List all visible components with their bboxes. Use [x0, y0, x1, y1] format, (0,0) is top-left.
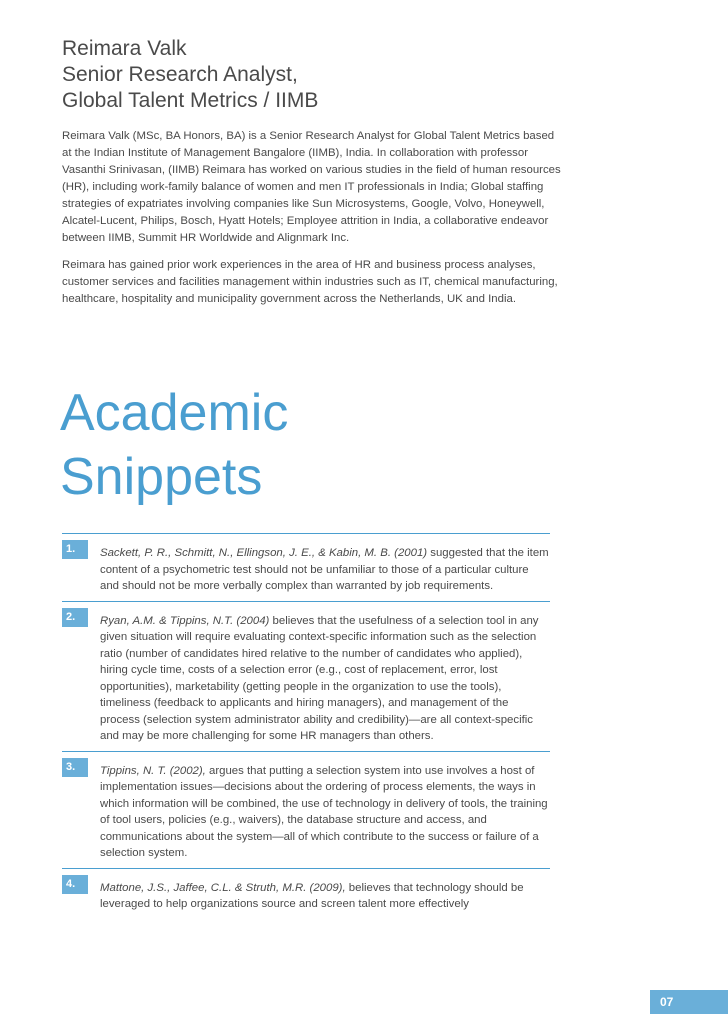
- snippet-item: [62, 601, 550, 751]
- section-title: Snippets: [60, 448, 263, 506]
- snippet-number: 3.: [62, 758, 88, 777]
- snippet-citation: Mattone, J.S., Jaffee, C.L. & Struth, M.R. (2009),: [100, 881, 346, 894]
- snippet-body: suggested that the item content of a psychometric test should not be unfamiliar to those of a particular culture and should not be more verbally complex than warranted by job requirements.: [100, 547, 549, 592]
- snippet-text: [100, 602, 550, 751]
- snippet-body: believes that the usefulness of a selection tool in any given situation will require evaluating context-specific information such as the selection ratio (number of candidates hired relative to the number of candidates who applied), hiring cycle time, costs of a selection error (e.g., cost of replacement, error, lost opportunities), marketability (getting people in the organization to use the tools), timeliness (feedback to applicants and hiring managers), and management of the process (selection system administrator ability and credibility)—are all context-specific and may be more challenging for some HR managers than others.: [100, 614, 539, 742]
- snippet-citation: Tippins, N. T. (2002),: [100, 764, 206, 777]
- author-role: Senior Research Analyst,: [62, 63, 298, 86]
- bio-paragraph: Reimara has gained prior work experiences in the area of HR and business process analyses, customer services and facilities management within industries such as IT, chemical manufacturing, healthcare, hospitality and municipality government across the Netherlands, UK and India.: [62, 259, 558, 305]
- snippet-text: [100, 869, 550, 919]
- bio-paragraph: Reimara Valk (MSc, BA Honors, BA) is a Senior Research Analyst for Global Talent Metrics based at the Indian Institute of Management Bangalore (IIMB), India. In collaboration with professor Vasanthi Srinivasan, (IIMB) Reimara has worked on various studies in the field of human resources (HR), including work-family balance of women and men IT professionals in India; Global staffing strategies of expatriates involving companies like Sun Microsystems, Google, Volvo, Honeywell, Alcatel-Lucent, Philips, Bosch, Hyatt Hotels; Employee attrition in India, a collaborative endeavor between IIMB, Summit HR Worldwide and Alignmark Inc.: [62, 130, 561, 244]
- snippet-item: [62, 533, 550, 601]
- snippet-text: [100, 752, 550, 868]
- section-title: Academic: [60, 384, 289, 442]
- snippet-number: 2.: [62, 608, 88, 627]
- snippet-item: [62, 751, 550, 868]
- snippet-citation: Ryan, A.M. & Tippins, N.T. (2004): [100, 614, 270, 627]
- snippet-item: [62, 868, 550, 919]
- snippet-text: [100, 534, 550, 601]
- snippet-number: 4.: [62, 875, 88, 894]
- snippet-list: [62, 533, 550, 919]
- snippet-body: believes that technology should be leveraged to help organizations source and screen talent more effectively: [100, 881, 524, 910]
- snippet-body: argues that putting a selection system into use involves a host of implementation issues—decisions about the ordering of process elements, the ways in which information will be combined, the use of technology in delivery of tools, the training of tool users, policies (e.g., waivers), the database structure and access, and communications about the system—all of which contribute to the success or failure of a selection system.: [100, 764, 548, 859]
- snippet-citation: Sackett, P. R., Schmitt, N., Ellingson, J. E., & Kabin, M. B. (2001): [100, 547, 428, 559]
- author-name: Reimara Valk: [62, 37, 187, 60]
- page-number: 07: [650, 990, 728, 1014]
- snippet-number: 1.: [62, 540, 88, 559]
- author-affiliation: Global Talent Metrics / IIMB: [62, 89, 319, 112]
